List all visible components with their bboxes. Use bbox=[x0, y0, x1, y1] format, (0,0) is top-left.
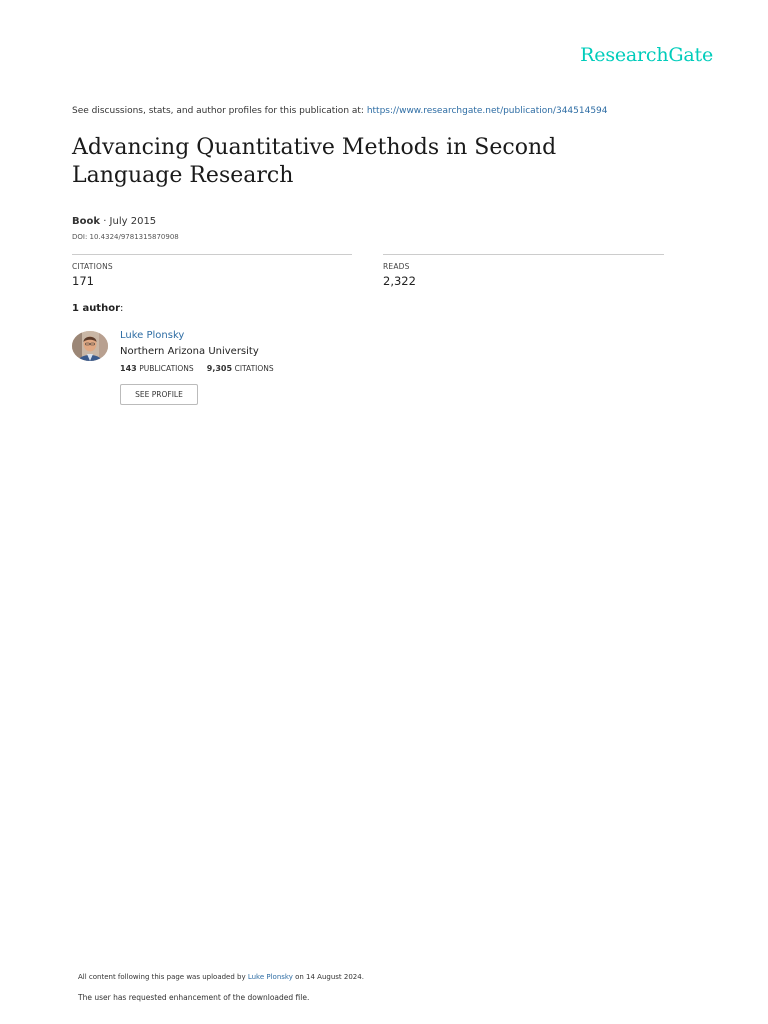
author-avatar[interactable] bbox=[72, 331, 108, 361]
author-name-link[interactable]: Luke Plonsky bbox=[120, 330, 185, 341]
author-stats bbox=[120, 364, 274, 373]
researchgate-logo[interactable]: ResearchGate bbox=[580, 44, 713, 66]
publication-url-link[interactable]: https://www.researchgate.net/publication/344514594 bbox=[366, 106, 608, 116]
citations-divider bbox=[72, 254, 352, 255]
upload-note-suffix: on 14 August 2024. bbox=[292, 973, 364, 981]
citations-value: 171 bbox=[72, 274, 94, 288]
author-citations-count: 9,305 bbox=[206, 364, 233, 373]
reads-divider bbox=[383, 254, 664, 255]
see-discussions-text: See discussions, stats, and author profiles for this publication at: bbox=[72, 106, 367, 116]
reads-value: 2,322 bbox=[383, 274, 416, 288]
authors-heading bbox=[72, 303, 123, 314]
authors-heading-colon: : bbox=[120, 303, 124, 314]
uploader-link[interactable]: Luke Plonsky bbox=[247, 973, 293, 981]
authors-count: 1 author bbox=[72, 303, 121, 314]
citations-label: CITATIONS bbox=[72, 262, 113, 271]
publication-title: Advancing Quantitative Methods in Second Language Research bbox=[72, 135, 557, 188]
upload-note bbox=[78, 973, 364, 981]
enhancement-note: The user has requested enhancement of the downloaded file. bbox=[78, 993, 310, 1002]
publication-type: Book bbox=[72, 216, 101, 227]
upload-note-prefix: All content following this page was uploaded by bbox=[78, 973, 248, 981]
reads-label: READS bbox=[383, 262, 410, 271]
author-publications-count: 143 bbox=[120, 364, 137, 373]
author-publications-label: PUBLICATIONS bbox=[139, 364, 194, 373]
publication-doi: DOI: 10.4324/9781315870908 bbox=[72, 233, 179, 241]
publication-date: · July 2015 bbox=[100, 216, 157, 227]
publication-type-date bbox=[72, 216, 156, 227]
see-profile-button[interactable]: SEE PROFILE bbox=[120, 384, 198, 405]
avatar-photo-icon bbox=[72, 331, 108, 361]
publication-link-line bbox=[72, 106, 608, 116]
author-citations-label: CITATIONS bbox=[234, 364, 274, 373]
author-institution: Northern Arizona University bbox=[120, 346, 259, 357]
